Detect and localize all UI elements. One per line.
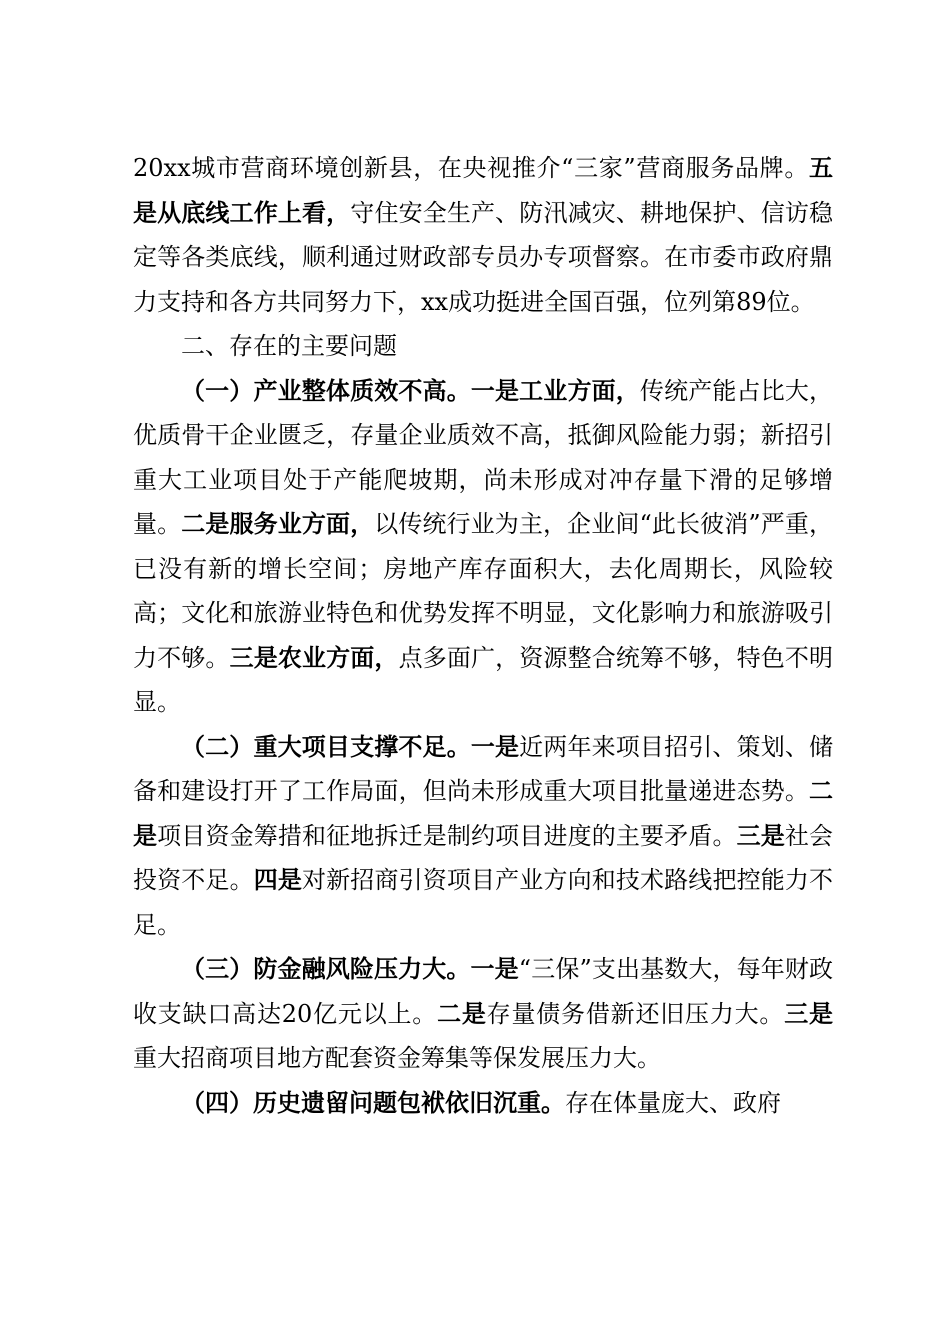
text-run: 20xx城市营商环境创新县，在央视推介“三家”营商服务品牌。 (133, 154, 809, 182)
text-run: 守住安全生产、防汛减灾、耕地保护、信访稳定等各类底线，顺利通过财政部专员办专项督察。在市委市政府鼎力支持和各方共同努力下，xx成功挺进全国百强，位列第89位。 (133, 198, 834, 316)
text-run: “三保”支出基数大，每年财政收支缺口高达20亿元以上。 (133, 955, 833, 1028)
document-body (133, 146, 833, 1125)
paragraph-achievements (133, 146, 833, 324)
text-run: 社会投资不足。 (133, 821, 834, 894)
bold-run: 二是服务业方面， (181, 509, 375, 538)
paragraph-legacy-issues (133, 1081, 833, 1126)
bold-run: 四是 (253, 865, 303, 894)
bold-run: 五是从底线工作上看， (133, 153, 833, 227)
bold-run: 二是 (133, 776, 833, 850)
bold-run: 三是农业方面， (229, 642, 399, 672)
text-run: 近两年来项目招引、策划、储备和建设打开了工作局面，但尚未形成重大项目批量递进态势。 (133, 732, 834, 805)
bold-run: 二是 (437, 998, 487, 1028)
text-run: 存在体量庞大、政府 (565, 1088, 781, 1117)
bold-run: 三是 (736, 820, 785, 850)
paragraph-projects (133, 725, 833, 948)
bold-run: （二）重大项目支撑不足。一是 (181, 731, 520, 761)
text-run: 传统产能占比大，优质骨干企业匮乏，存量企业质效不高，抵御风险能力弱；新招引重大工业项目处于产能爬坡期，尚未形成对冲存量下滑的足够增量。 (133, 376, 833, 538)
text-run: 点多面广，资源整合统筹不够，特色不明显。 (133, 643, 834, 716)
text-run: 项目资金筹措和征地拆迁是制约项目进度的主要矛盾。 (157, 821, 737, 850)
paragraph-financial-risk (133, 947, 833, 1081)
bold-run: （四）历史遗留问题包袱依旧沉重。 (181, 1087, 565, 1117)
paragraph-industry (133, 369, 833, 725)
bold-run: （一）产业整体质效不高。一是工业方面， (181, 375, 640, 405)
text-run: 存量债务借新还旧压力大。 (486, 999, 785, 1028)
text-run: 对新招商引资项目产业方向和技术路线把控能力不足。 (133, 866, 834, 939)
bold-run: （三）防金融风险压力大。一是 (181, 954, 519, 983)
bold-run: 三是 (784, 998, 834, 1028)
text-run: 以传统行业为主，企业间“此长彼消”严重，已没有新的增长空间；房地产库存面积大，去化周期长，风险较高；文化和旅游业特色和优势发挥不明显，文化影响力和旅游吸引力不够。 (133, 510, 834, 672)
text-run: 重大招商项目地方配套资金筹集等保发展压力大。 (133, 1044, 661, 1072)
section-heading: 二、存在的主要问题 (181, 332, 397, 360)
